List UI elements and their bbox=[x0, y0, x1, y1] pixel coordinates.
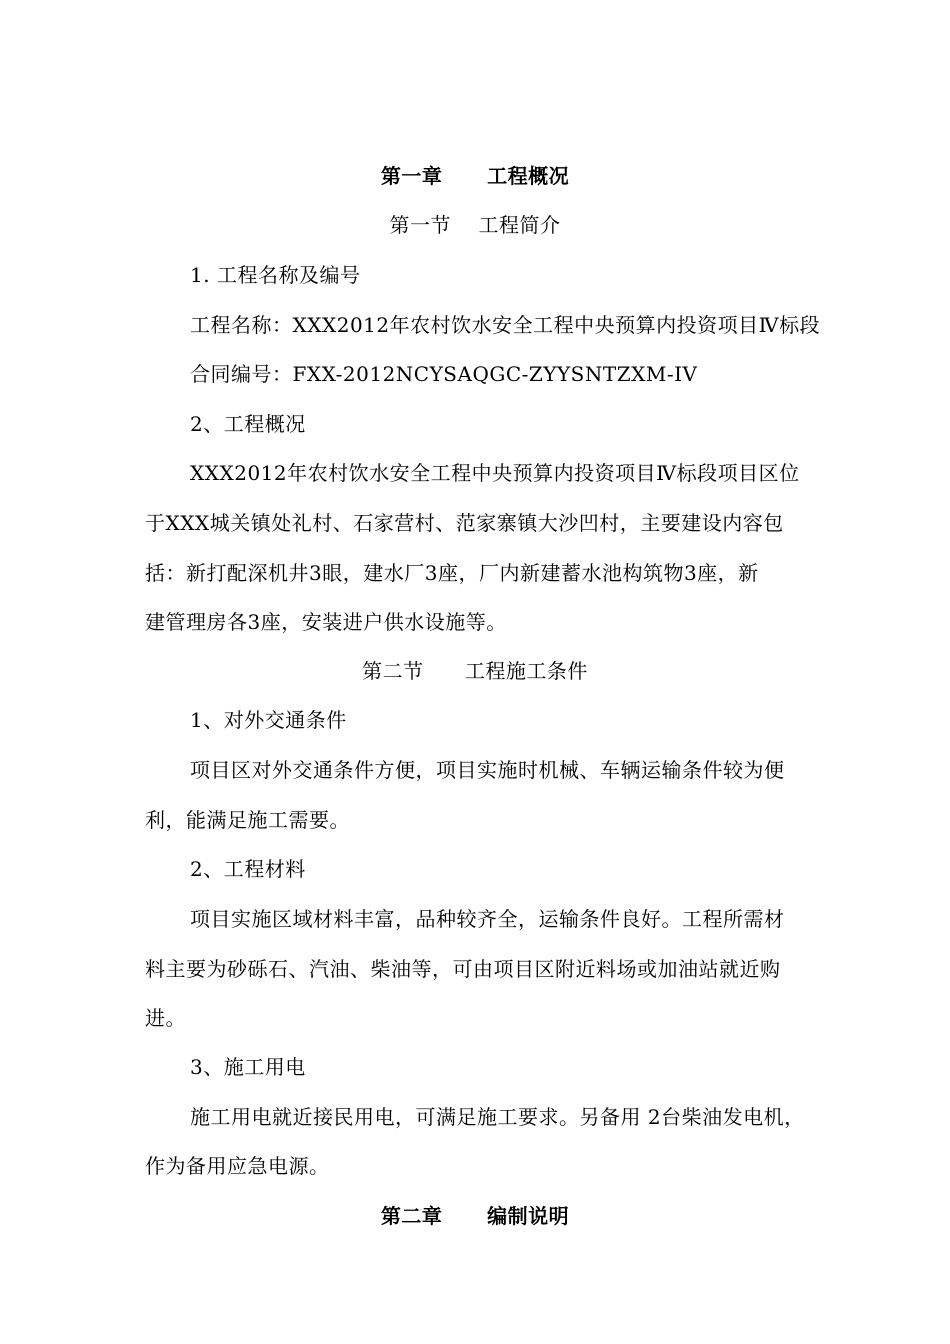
heading-materials: 2、工程材料 bbox=[190, 857, 306, 881]
heading-construction-power: 3、施工用电 bbox=[190, 1055, 306, 1079]
section-2-title: 第二节 工程施工条件 bbox=[362, 659, 588, 683]
chapter-2-title: 第二章 编制说明 bbox=[380, 1204, 570, 1228]
section-1-title: 第一节 工程简介 bbox=[389, 213, 561, 237]
overview-paragraph-line: 括：新打配深机井3眼，建水厂3座，厂内新建蓄水池构筑物3座，新 bbox=[145, 561, 759, 585]
materials-paragraph-line: 进。 bbox=[145, 1006, 186, 1030]
heading-project-overview: 2、工程概况 bbox=[190, 412, 306, 436]
contract-number-line: 合同编号：FXX-2012NCYSAQGC-ZYYSNTZXM-IV bbox=[190, 362, 698, 386]
heading-project-name-number: 1. 工程名称及编号 bbox=[190, 263, 361, 287]
chapter-1-title: 第一章 工程概况 bbox=[380, 164, 570, 188]
heading-external-traffic: 1、对外交通条件 bbox=[190, 708, 347, 732]
overview-paragraph-line: XXX2012年农村饮水安全工程中央预算内投资项目Ⅳ标段项目区位 bbox=[190, 461, 800, 485]
materials-paragraph-line: 项目实施区域材料丰富，品种较齐全，运输条件良好。工程所需材 bbox=[190, 907, 785, 931]
traffic-paragraph-line: 项目区对外交通条件方便，项目实施时机械、车辆运输条件较为便 bbox=[190, 758, 785, 782]
traffic-paragraph-line: 利，能满足施工需要。 bbox=[145, 808, 350, 832]
overview-paragraph-line: 建管理房各3座，安装进户供水设施等。 bbox=[145, 610, 507, 634]
project-name-line: 工程名称：XXX2012年农村饮水安全工程中央预算内投资项目Ⅳ标段 bbox=[190, 313, 821, 337]
power-paragraph-line: 作为备用应急电源。 bbox=[145, 1154, 330, 1178]
materials-paragraph-line: 料主要为砂砾石、汽油、柴油等，可由项目区附近料场或加油站就近购 bbox=[145, 957, 781, 981]
overview-paragraph-line: 于XXX城关镇处礼村、石家营村、范家寨镇大沙凹村，主要建设内容包 bbox=[145, 511, 784, 535]
power-paragraph-line: 施工用电就近接民用电，可满足施工要求。另备用 2台柴油发电机， bbox=[190, 1105, 805, 1129]
